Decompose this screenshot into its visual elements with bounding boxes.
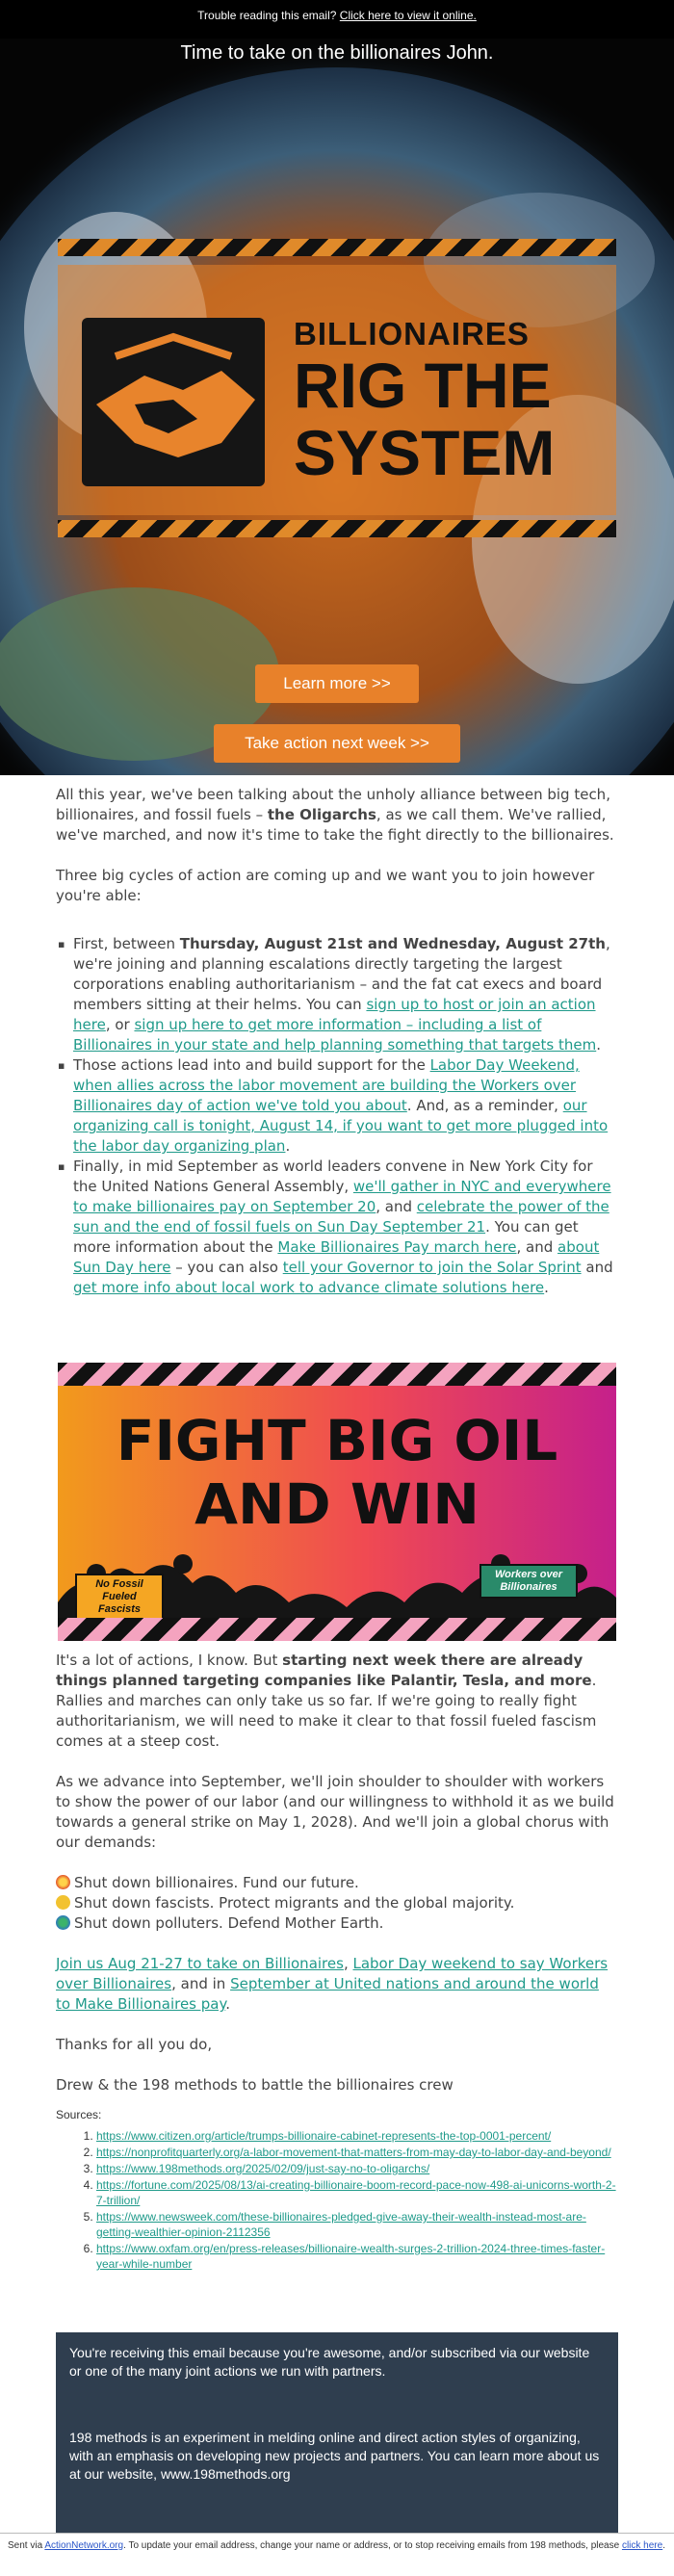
demand-1 bbox=[56, 1873, 616, 1893]
join-text: . bbox=[225, 1995, 230, 2013]
sources-label: Sources: bbox=[56, 2108, 102, 2121]
hero-line-3: SYSTEM bbox=[294, 417, 556, 488]
view-online-notice bbox=[0, 9, 674, 22]
source-item bbox=[96, 2128, 616, 2144]
action-item-2 bbox=[69, 1055, 616, 1157]
footer-paragraph-1: You're receiving this email because you're awesome, and/or subscribed via our website or one of the many joint actions we run with partners. bbox=[69, 2345, 590, 2379]
actions-list bbox=[56, 934, 616, 1298]
actions-section bbox=[56, 934, 616, 1298]
demand-3 bbox=[56, 1913, 616, 1934]
action-text: . You can get more information about the bbox=[73, 1218, 579, 1256]
sun-icon bbox=[56, 1895, 70, 1910]
oligarchs-bold: the Oligarchs bbox=[267, 806, 376, 823]
body-paragraph-2: As we advance into September, we'll join shoulder to shoulder with workers to show the power of our labor (and our willingness to withhold it as we build towards a general strike on May 1, 2028). And we'll join a global chorus with our demands: bbox=[56, 1773, 614, 1851]
unsubscribe-bar bbox=[0, 2533, 674, 2576]
earth-icon bbox=[56, 1915, 70, 1930]
action-item-1 bbox=[69, 934, 616, 1055]
labor-day-weekend-link[interactable]: Labor Day weekend to say Workers over Billionaires bbox=[56, 1955, 609, 1992]
thanks-text: Thanks for all you do, bbox=[56, 2036, 213, 2053]
nyc-gather-link[interactable]: we'll gather in NYC and everywhere to make billionaires pay on September 20 bbox=[73, 1178, 611, 1215]
source-item bbox=[96, 2241, 616, 2272]
learn-more-button[interactable]: Learn more >> bbox=[255, 664, 419, 703]
banner-line-1: FIGHT BIG OIL bbox=[116, 1408, 558, 1473]
join-text: , bbox=[343, 1955, 353, 1972]
action-text: . bbox=[544, 1279, 549, 1296]
intro-section bbox=[56, 785, 616, 906]
hero-line-2: RIG THE bbox=[294, 350, 552, 421]
bottom-text: Sent via bbox=[8, 2540, 45, 2551]
action-text: and bbox=[581, 1259, 613, 1276]
demand-text: Shut down billionaires. Fund our future. bbox=[74, 1874, 359, 1891]
intro-text: All this year, we've been talking about the unholy alliance between big tech, billionaires, and fossil fuels – bbox=[56, 786, 610, 823]
action-text: , or bbox=[105, 1016, 135, 1033]
action-text: . bbox=[596, 1036, 602, 1054]
hazard-stripe-top bbox=[58, 239, 616, 256]
join-paragraph bbox=[56, 1954, 616, 2015]
action-text: . And, as a reminder, bbox=[406, 1097, 563, 1114]
handshake-icon bbox=[77, 299, 270, 491]
action-text: , we're joining and planning escalations directly targeting the largest corporations enabling authoritarianism – and the fat cat execs and board members sitting at their helms. You can bbox=[73, 935, 610, 1013]
body-text: It's a lot of actions, I know. But bbox=[56, 1652, 283, 1669]
source-item bbox=[96, 2145, 616, 2160]
notice-text: Trouble reading this email? bbox=[197, 9, 337, 22]
fire-icon bbox=[56, 1875, 70, 1889]
intro-text-2: , as we call them. We've rallied, we've marched, and now it's time to take the fight directly to the billionaires. bbox=[56, 806, 614, 844]
sun-day-link[interactable]: celebrate the power of the sun and the end of fossil fuels on Sun Day September 21 bbox=[73, 1198, 609, 1236]
demand-text: Shut down fascists. Protect migrants and the global majority. bbox=[74, 1894, 515, 1912]
action-text: Those actions lead into and build support for the bbox=[73, 1056, 430, 1074]
action-text: Finally, in mid September as world leaders convene in New York City for the United Nations General Assembly, bbox=[73, 1158, 593, 1195]
bottom-text: . bbox=[662, 2540, 665, 2551]
action-text: – you can also bbox=[170, 1259, 283, 1276]
hazard-stripe-bottom bbox=[58, 520, 616, 537]
view-online-link[interactable]: Click here to view it online. bbox=[339, 9, 477, 22]
climate-solutions-link[interactable]: get more info about local work to advance climate solutions here bbox=[73, 1279, 545, 1296]
hero-image bbox=[0, 39, 674, 775]
march-info-link[interactable]: Make Billionaires Pay march here bbox=[277, 1238, 517, 1256]
unsubscribe-link[interactable]: click here bbox=[621, 2540, 663, 2551]
join-aug-link[interactable]: Join us Aug 21-27 to take on Billionaires bbox=[56, 1955, 344, 1972]
source-link[interactable]: https://www.newsweek.com/these-billionaires-pledged-give-away-their-wealth-instead-most-are-getting-wealthier-opinion-2112356 bbox=[96, 2210, 586, 2239]
source-link[interactable]: https://www.oxfam.org/en/press-releases/billionaire-wealth-surges-2-trillion-2024-three-times-faster-year-while-number bbox=[96, 2242, 606, 2271]
fight-big-oil-banner bbox=[58, 1363, 616, 1641]
source-item bbox=[96, 2209, 616, 2240]
september-un-link[interactable]: September at United nations and around the world to Make Billionaires pay bbox=[56, 1975, 599, 2013]
more-info-link[interactable]: sign up here to get more information – including a list of Billionaires in your state and help planning something that targets them bbox=[73, 1016, 597, 1054]
sun-day-info-link[interactable]: about Sun Day here bbox=[73, 1238, 600, 1276]
source-link[interactable]: https://www.198methods.org/2025/02/09/just-say-no-to-oligarchs/ bbox=[96, 2162, 430, 2175]
intro-paragraph-2: Three big cycles of action are coming up and we want you to join however you're able: bbox=[56, 867, 595, 904]
demand-text: Shut down polluters. Defend Mother Earth. bbox=[74, 1914, 384, 1932]
body-paragraph-1 bbox=[56, 1651, 616, 1752]
action-network-link[interactable]: ActionNetwork.org bbox=[44, 2540, 124, 2551]
join-text: , and in bbox=[171, 1975, 231, 1992]
intro-paragraph-1 bbox=[56, 785, 616, 846]
sources-section bbox=[56, 2107, 616, 2273]
hero-title: Time to take on the billionaires John. bbox=[180, 42, 494, 64]
source-item bbox=[96, 2177, 616, 2208]
hero-line-1: BILLIONAIRES bbox=[294, 316, 530, 351]
take-action-button[interactable]: Take action next week >> bbox=[214, 724, 460, 763]
planned-bold: starting next week there are already things planned targeting companies like Palantir, Tesla, and more bbox=[56, 1652, 592, 1689]
signoff-text: Drew & the 198 methods to battle the billionaires crew bbox=[56, 2076, 454, 2094]
sign-workers: Workers over Billionaires bbox=[480, 1564, 578, 1599]
source-link[interactable]: https://fortune.com/2025/08/13/ai-creating-billionaire-boom-record-pace-now-498-ai-unicorns-worth-2-7-trillion/ bbox=[96, 2178, 616, 2207]
action-text: First, between bbox=[73, 935, 180, 952]
bottom-text: . To update your email address, change your name or address, or to stop receiving emails from 198 methods, please bbox=[123, 2540, 622, 2551]
source-link[interactable]: https://nonprofitquarterly.org/a-labor-movement-that-matters-from-may-day-to-labor-day-and-beyond/ bbox=[96, 2146, 611, 2159]
body-section bbox=[56, 1651, 616, 2095]
source-item bbox=[96, 2161, 616, 2176]
banner-stripe-bottom bbox=[58, 1618, 616, 1641]
organizing-call-link[interactable]: our organizing call is tonight, August 14, if you want to get more plugged into the labor day organizing plan bbox=[73, 1097, 609, 1155]
solar-sprint-link[interactable]: tell your Governor to join the Solar Sprint bbox=[282, 1259, 582, 1276]
top-bar bbox=[0, 0, 674, 39]
sources-list bbox=[56, 2128, 616, 2272]
sign-no-fossil: No Fossil Fueled Fascists bbox=[75, 1574, 164, 1621]
labor-day-link[interactable]: Labor Day Weekend, when allies across the labor movement are building the Workers over Billionaires day of action we've told you about bbox=[73, 1056, 580, 1114]
footer-paragraph-2: 198 methods is an experiment in melding online and direct action styles of organizing, with an emphasis on developing new projects and partners. You can learn more about us at our website, www.198methods.org bbox=[69, 2430, 600, 2482]
hero-headline bbox=[294, 316, 556, 488]
host-action-link[interactable]: sign up to host or join an action here bbox=[73, 996, 596, 1033]
body-text: . Rallies and marches can only take us so far. If we're going to really fight authoritarianism, we will need to make it clear to that fossil fueled fascism comes at a steep cost. bbox=[56, 1672, 597, 1750]
demand-2 bbox=[56, 1893, 616, 1913]
action-item-3 bbox=[69, 1157, 616, 1298]
action-text: . bbox=[285, 1137, 291, 1155]
footer-panel bbox=[56, 2332, 618, 2533]
dates-bold: Thursday, August 21st and Wednesday, August 27th bbox=[179, 935, 606, 952]
action-text: , and bbox=[516, 1238, 558, 1256]
banner-stripe-top bbox=[58, 1363, 616, 1386]
banner-line-2: AND WIN bbox=[194, 1471, 480, 1537]
source-link[interactable]: https://www.citizen.org/article/trumps-billionaire-cabinet-represents-the-top-0001-percent/ bbox=[96, 2129, 552, 2143]
unsubscribe-text bbox=[8, 2539, 666, 2552]
action-text: , and bbox=[376, 1198, 417, 1215]
